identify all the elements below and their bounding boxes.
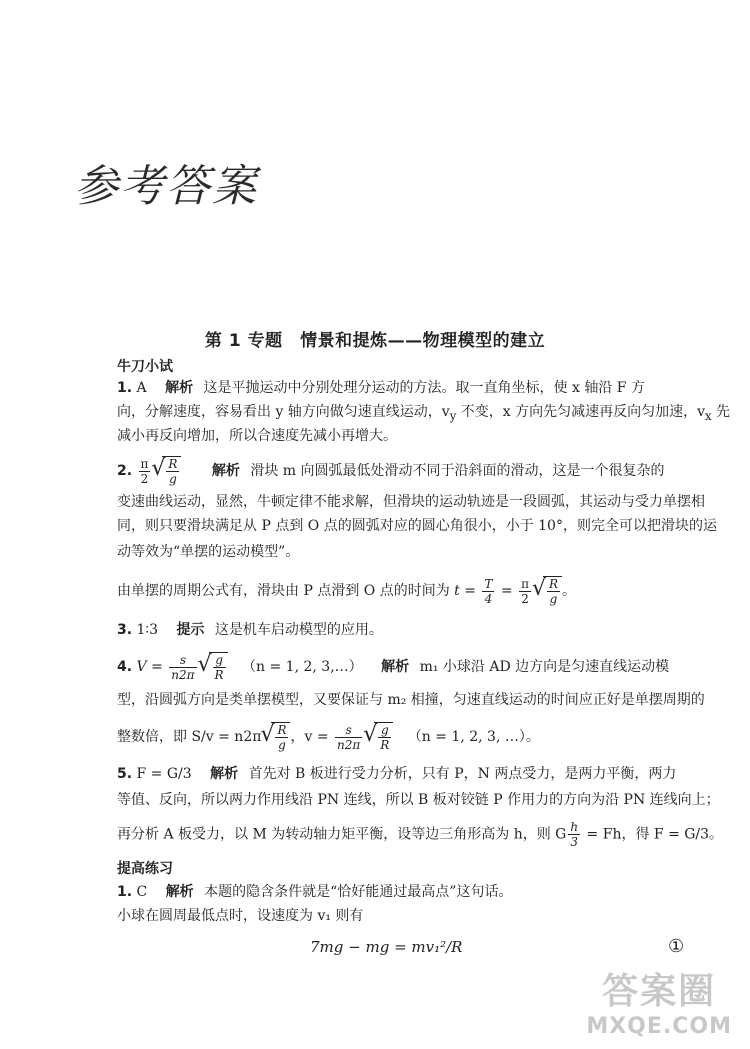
q2-pi-2: π — [521, 576, 529, 591]
q1-line2 — [117, 402, 730, 426]
q1-sub-x: x — [705, 408, 712, 423]
q1-text2c: 不变，x 方向先匀减速再反向匀加速，v — [456, 404, 706, 420]
q4-g: √ g — [213, 653, 226, 668]
q2-line1 — [117, 456, 665, 486]
q4-text1: m₁ 小球沿 AD 边方向是匀速直线运动模 — [419, 659, 670, 675]
p1-line1 — [117, 882, 512, 902]
q3-line — [117, 620, 383, 640]
q2-end: 。 — [562, 583, 577, 599]
q4-R-2: √ R — [277, 723, 287, 737]
q4-g-2: g — [278, 738, 286, 752]
q2-eq2: = — [496, 583, 518, 599]
q1-text2: 向，分解速度，容易看出 y 轴方向做匀速直线运动，v — [117, 404, 450, 420]
q5-tag: 解析 — [210, 766, 239, 782]
q5-line1 — [117, 764, 676, 784]
q3-number: 3. — [117, 622, 133, 638]
page-heading: 参考答案 — [74, 161, 258, 212]
q1-sub-y: y — [449, 408, 457, 423]
q5-text3b: = Fh，得 F = G/3。 — [582, 826, 724, 843]
q5-text3a: 再分析 A 板受力，以 M 为转动轴力矩平衡，设等边三角形高为 h，则 G — [117, 826, 567, 843]
q4-line1 — [117, 652, 669, 682]
p1-tag: 解析 — [165, 884, 194, 900]
q2-line4: 动等效为“单摆的运动模型”。 — [117, 544, 300, 560]
q1-number: 1. — [117, 380, 133, 396]
section-heading-practice: 提高练习 — [117, 861, 173, 877]
q2-tag: 解析 — [211, 463, 240, 479]
q4-R-3: R — [380, 738, 390, 752]
q2-line2: 变速曲线运动，显然，牛顿定律不能求解，但滑块的运动轨迹是一段圆弧，其运动与受力单摆相 — [117, 494, 705, 510]
q2-line3: 同，则只要滑块满足从 P 点到 O 点的圆弧对应的圆心角很小，小于 10°，则完全可以把滑块的运 — [117, 518, 717, 534]
q4-n2pi: n2π — [171, 667, 195, 682]
equation-number-1: ① — [668, 936, 685, 957]
q4-number: 4. — [117, 659, 133, 675]
q2-text1: 滑块 m 向圆弧最低处滑动不同于沿斜面的滑动，这是一个很复杂的 — [250, 463, 665, 479]
q5-three: 3 — [570, 835, 579, 849]
q1-line3: 减小再反向增加，所以合速度先减小再增大。 — [117, 428, 397, 444]
q2-g-2: g — [549, 592, 558, 606]
q4-text3c: （n = 1, 2, 3, …）。 — [407, 729, 540, 745]
p1-answer: C — [136, 884, 148, 900]
q1-text2e: 先 — [711, 404, 731, 420]
watermark-top: 答案圈 — [602, 971, 717, 1012]
p1-number: 1. — [117, 884, 133, 900]
q5-text1: 首先对 B 板进行受力分析，只有 P，N 两点受力，是两力平衡，两力 — [248, 766, 677, 782]
q4-text3a: 整数倍，即 S/v = n2π — [117, 729, 262, 745]
q4-s-2: s — [335, 723, 362, 738]
q4-g-3: √ g — [378, 723, 391, 738]
q4-text3b: ，v = — [290, 729, 334, 745]
q5-answer: F = G/3 — [136, 766, 192, 782]
q2-pi: π — [140, 456, 149, 471]
q2-t: t — [454, 583, 460, 599]
watermark-bottom: MXQE.COM — [586, 1014, 732, 1039]
section-heading-warmup: 牛刀小试 — [117, 359, 173, 375]
q1-line1 — [117, 378, 645, 398]
q5-number: 5. — [117, 766, 133, 782]
q4-V: V — [136, 659, 147, 675]
q2-R-2: √ R — [548, 577, 559, 591]
watermark — [586, 963, 732, 1039]
q1-answer: A — [136, 380, 147, 396]
q2-two-2: 2 — [521, 591, 529, 606]
q5-line2: 等值、反向，所以两力作用线沿 PN 连线，所以 B 板对铰链 P 作用力的方向为沿 PN 连线向上； — [117, 792, 720, 808]
chapter-title: 第 1 专题 情景和提炼——物理模型的建立 — [204, 331, 546, 351]
q4-s: s — [169, 653, 196, 668]
q5-h: h — [570, 820, 579, 834]
q2-line5 — [117, 576, 576, 606]
q2-g: g — [169, 472, 177, 486]
q2-two: 2 — [140, 471, 149, 486]
q4-n2pi-2: n2π — [337, 737, 361, 752]
q2-four: 4 — [484, 591, 493, 606]
q2-text5: 由单摆的周期公式有，滑块由 P 点滑到 O 点的时间为 — [117, 583, 455, 599]
q1-tag: 解析 — [165, 380, 194, 396]
q4-line2: 型，沿圆弧方向是类单摆模型，又要保证与 m₂ 相撞，匀速直线运动的时间应正好是单摆周期的 — [117, 692, 705, 708]
q4-line3 — [117, 722, 540, 752]
q2-answer-frac — [139, 457, 151, 486]
q4-condition: （n = 1, 2, 3,…） — [242, 659, 363, 675]
q5-line3 — [117, 820, 723, 849]
q4-R: R — [214, 668, 224, 682]
q2-number: 2. — [117, 463, 133, 479]
q4-tag: 解析 — [381, 659, 410, 675]
p1-line2: 小球在圆周最低点时，设速度为 v₁ 则有 — [117, 908, 364, 924]
q2-eq1: = — [459, 583, 481, 599]
equation-1: 7mg − mg = mv₁²/R — [310, 938, 463, 956]
q3-answer: 1∶3 — [136, 622, 158, 638]
q4-eq: = — [146, 659, 168, 675]
p1-text1: 本题的隐含条件就是“恰好能通过最高点”这句话。 — [204, 884, 513, 900]
q2-R: √ R — [168, 457, 178, 471]
q3-text: 这是机车启动模型的应用。 — [214, 622, 383, 638]
q3-tag: 提示 — [176, 622, 205, 638]
q1-text1: 这是平抛运动中分别处理分运动的方法。取一直角坐标，使 x 轴沿 F 方 — [203, 380, 645, 396]
q2-T: T — [484, 576, 493, 591]
q2-answer-sqrt — [153, 456, 181, 486]
